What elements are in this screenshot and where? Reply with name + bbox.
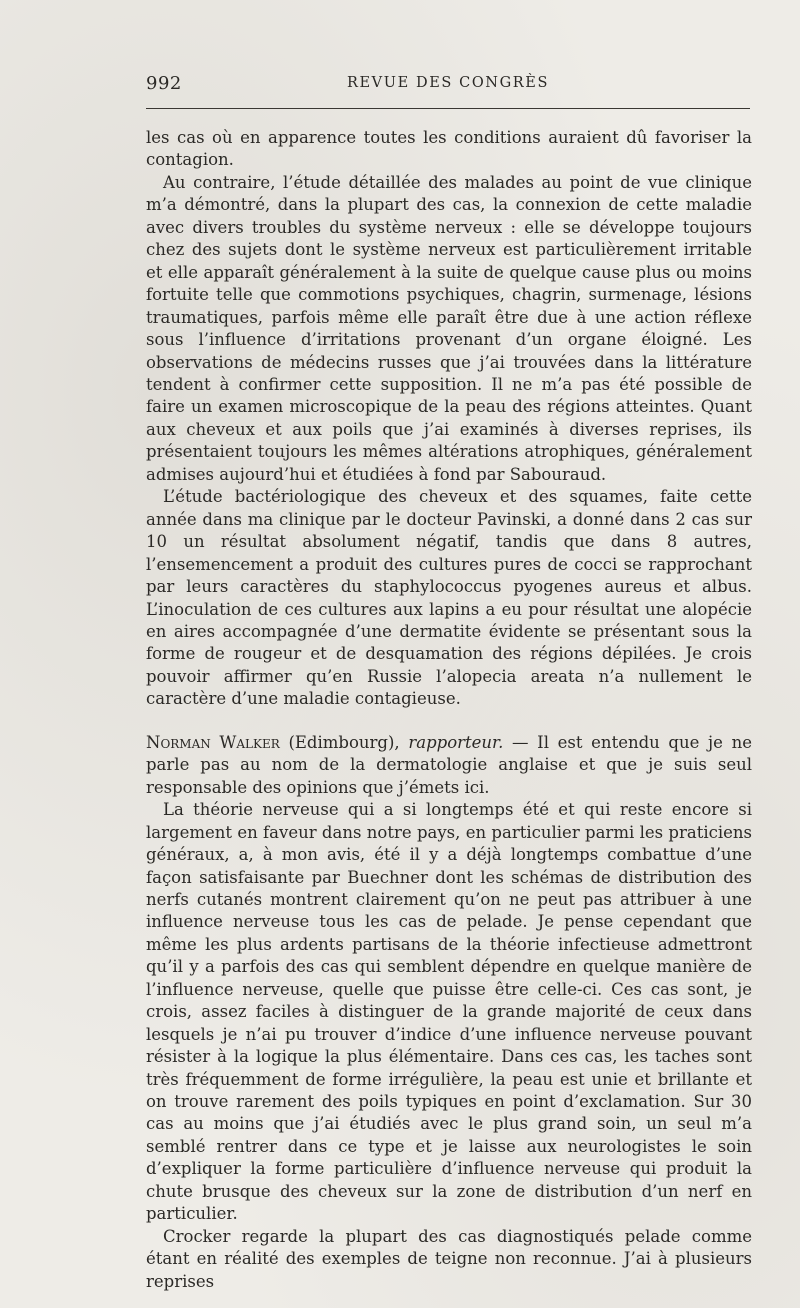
paragraph-nervous-theory: La théorie nerveuse qui a si longtemps été et qui reste encore si largement en faveur dans notre pays, en particulier parmi les praticiens généraux, a, à mon avis, été il y a déjà longtemps combattue d’une façon satisfaisante par Buechner dont les schémas de distribution des nerfs cutanés montrent clairement qu’on ne peut pas attribuer à une influence nerveuse tous les cas de pelade. Je pense cependant que même les plus ardents partisans de la théorie infectieuse admettront qu’il y a parfois des cas qui semblent dépendre en quelque manière de l’influence nerveuse, quelle que puisse être celle-ci. Ces cas sont, je crois, assez faciles à distinguer de la grande majorité de ceux dans lesquels je n’ai pu trouver d’indice d’une influence nerveuse pouvant résister à la logique la plus élémentaire. Dans ces cas, les taches sont très fréquemment de forme irrégulière, la peau est unie et brillante et on trouve rarement des poils typiques en point d’exclamation. Sur 30 cas au moins que j’ai étudiés avec le plus grand soin, un seul m’a semblé rentrer dans ce type et je laisse aux neurologistes le soin d’expliquer la forme particulière d’influence nerveuse qui produit la chute brusque des cheveux sur la zone de distribution d’un nerf en particulier. bbox=[146, 800, 752, 1224]
speaker-place: (Edimbourg), bbox=[279, 732, 409, 752]
page-number: 992 bbox=[146, 73, 182, 94]
paragraph-walker-intro bbox=[146, 732, 752, 799]
speaker-role: rapporteur. bbox=[408, 732, 504, 752]
paragraph-continuation: les cas où en apparence toutes les conditions auraient dû favoriser la contagion. bbox=[146, 128, 752, 170]
page-header bbox=[146, 73, 750, 97]
running-title: REVUE DES CONGRÈS bbox=[346, 75, 550, 91]
paragraph-bacteriology: L’étude bactériologique des cheveux et des squames, faite cette année dans ma clinique par le docteur Pavinski, a donné dans 2 cas sur 10 un résultat absolument négatif, tandis que dans 8 autres, l’ensemencement a produit des cultures pures de cocci se rapprochant par leurs caractères du staphylococcus pyogenes aureus et albus. L’inoculation de ces cultures aux lapins a eu pour résultat une alopécie en aires accompagnée d’une dermatite évidente se présentant sous la forme de rougeur et de desquamation des régions dépilées. Je crois pouvoir affirmer qu’en Russie l’alopecia areata n’a nullement le caractère d’une maladie contagieuse. bbox=[146, 487, 752, 709]
speaker-name: Norman Walker bbox=[146, 732, 280, 752]
header-rule bbox=[146, 108, 750, 109]
paragraph-clinical-study: Au contraire, l’étude détaillée des malades au point de vue clinique m’a démontré, dans la plupart des cas, la connexion de cette maladie avec divers troubles du système nerveux : elle se développe toujours chez des sujets dont le système nerveux est particulièrement irritable et elle apparaît généralement à la suite de quelque cause plus ou moins fortuite telle que commotions psychiques, chagrin, surmenage, lésions traumatiques, parfois même elle paraît être due à une action réflexe sous l’influence d’irritations provenant d’un organe éloigné. Les observations de médecins russes que j’ai trouvées dans la littérature tendent à confirmer cette supposition. Il ne m’a pas été possible de faire un examen microscopique de la peau des régions atteintes. Quant aux cheveux et aux poils que j’ai examinés à diverses reprises, ils présentaient toujours les mêmes altérations atrophiques, généralement admises aujourd’hui et étudiées à fond par Sabouraud. bbox=[146, 172, 752, 484]
body-text bbox=[146, 127, 752, 1293]
walker-statement: — Il est entendu que je ne parle pas au nom de la dermatologie anglaise et que je suis seul responsable des opinions que j’émets ici. bbox=[146, 732, 752, 797]
paragraph-crocker: Crocker regarde la plupart des cas diagnostiqués pelade comme étant en réalité des exemples de teigne non reconnue. J’ai à plusieurs reprises bbox=[146, 1226, 752, 1291]
